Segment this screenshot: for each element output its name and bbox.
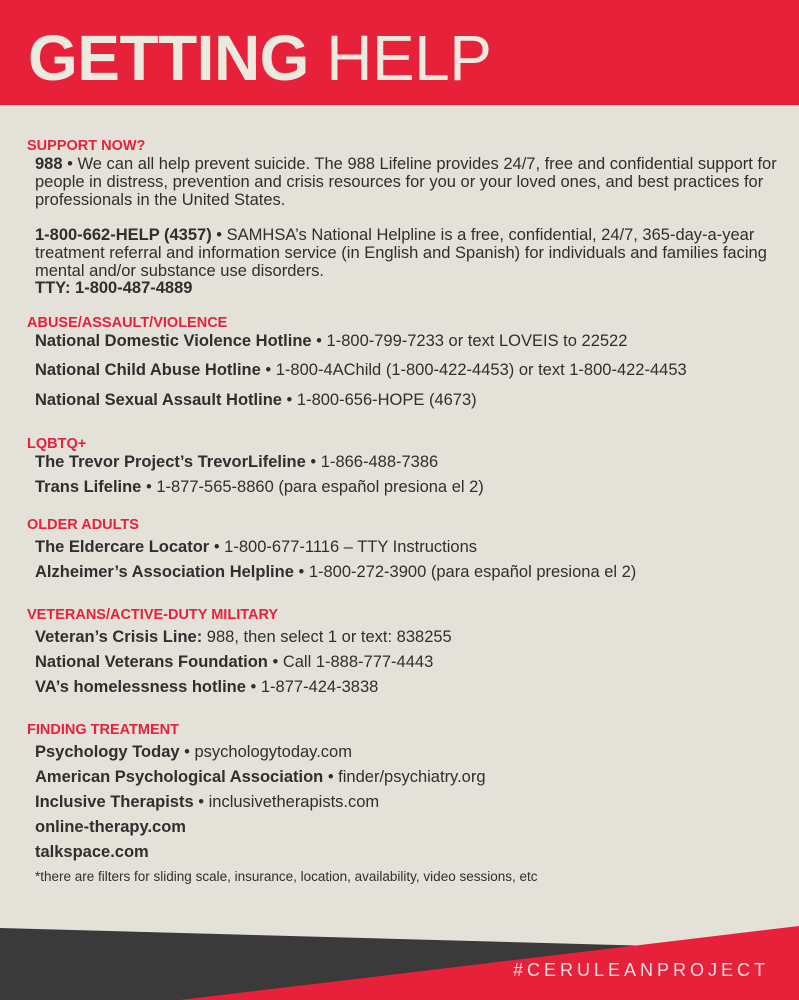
treatment-note: *there are filters for sliding scale, insurance, location, availability, video sessions, etc [35,869,538,884]
abuse-item-name: National Domestic Violence Hotline [35,332,312,350]
lgbtq-item [35,452,438,472]
treatment-heading: FINDING TREATMENT [27,722,179,738]
veterans-item-text: • 1-877-424-3838 [245,678,379,696]
lgbtq-heading: LQBTQ+ [27,436,87,452]
veterans-heading: VETERANS/ACTIVE-DUTY MILITARY [27,607,279,623]
abuse-item-name: National Child Abuse Hotline [35,361,261,379]
support-988-bold: 988 [35,155,63,173]
support-tty: TTY: 1-800-487-4889 [35,279,193,297]
older-item-name: Alzheimer’s Association Helpline [35,563,294,581]
veterans-item-text: 988, then select 1 or text: 838255 [202,628,452,646]
support-heading: SUPPORT NOW? [27,138,146,154]
veterans-item [35,677,378,697]
support-988-text: • We can all help prevent suicide. The 988 Lifeline provides 24/7, free and confidential support for people in distress, prevention and crisis resources for you or your loved ones, and best practices for professionals in the United States. [35,155,777,209]
lgbtq-item-text: • 1-866-488-7386 [305,453,439,471]
treatment-item-text: • finder/psychiatry.org [323,768,486,786]
treatment-item-name: American Psychological Association [35,768,324,786]
abuse-item-text: • 1-800-656-HOPE (4673) [281,391,477,409]
support-988-paragraph [35,155,785,209]
older-item-text: • 1-800-272-3900 (para español presiona el 2) [293,563,637,581]
abuse-item [35,331,627,351]
older-item-name: The Eldercare Locator [35,538,210,556]
treatment-item [35,817,186,837]
abuse-heading: ABUSE/ASSAULT/VIOLENCE [27,315,228,331]
treatment-item [35,742,352,762]
treatment-item [35,792,379,812]
treatment-item-name: talkspace.com [35,843,149,861]
lgbtq-item-name: The Trevor Project’s TrevorLifeline [35,453,306,471]
support-samhsa-paragraph [35,226,785,280]
support-samhsa-bold: 1-800-662-HELP (4357) [35,226,212,244]
lgbtq-item [35,477,484,497]
veterans-item [35,627,452,647]
veterans-item-name: National Veterans Foundation [35,653,268,671]
abuse-item-text: • 1-800-799-7233 or text LOVEIS to 22522 [311,332,628,350]
title-light: HELP [326,22,492,94]
footer-hashtag: #CERULEANPROJECT [512,960,769,980]
lgbtq-item-text: • 1-877-565-8860 (para español presiona el 2) [141,478,484,496]
treatment-item [35,842,149,862]
veterans-item-text: • Call 1-888-777-4443 [267,653,434,671]
treatment-item-name: Inclusive Therapists [35,793,194,811]
lgbtq-item-name: Trans Lifeline [35,478,142,496]
treatment-item-name: online-therapy.com [35,818,186,836]
support-samhsa-text: • SAMHSA’s National Helpline is a free, confidential, 24/7, 365-day-a-year treatment referral and information service (in English and Spanish) for individuals and families facing mental and/or substance use disorders. [35,226,767,280]
abuse-item [35,390,477,410]
veterans-item [35,652,433,672]
abuse-item [35,360,687,380]
title-bold: GETTING [28,22,309,94]
older-item-text: • 1-800-677-1116 – TTY Instructions [209,538,478,556]
treatment-item [35,767,486,787]
abuse-item-text: • 1-800-4AChild (1-800-422-4453) or text 1-800-422-4453 [260,361,687,379]
page-title [28,22,491,94]
veterans-item-name: VA’s homelessness hotline [35,678,246,696]
header-banner [0,0,799,105]
treatment-item-text: • psychologytoday.com [179,743,352,761]
treatment-item-text: • inclusivetherapists.com [193,793,380,811]
older-item [35,537,477,557]
abuse-item-name: National Sexual Assault Hotline [35,391,282,409]
veterans-item-name: Veteran’s Crisis Line: [35,628,203,646]
treatment-item-name: Psychology Today [35,743,180,761]
older-item [35,562,636,582]
footer-banner [0,920,799,1000]
older-heading: OLDER ADULTS [27,517,139,533]
